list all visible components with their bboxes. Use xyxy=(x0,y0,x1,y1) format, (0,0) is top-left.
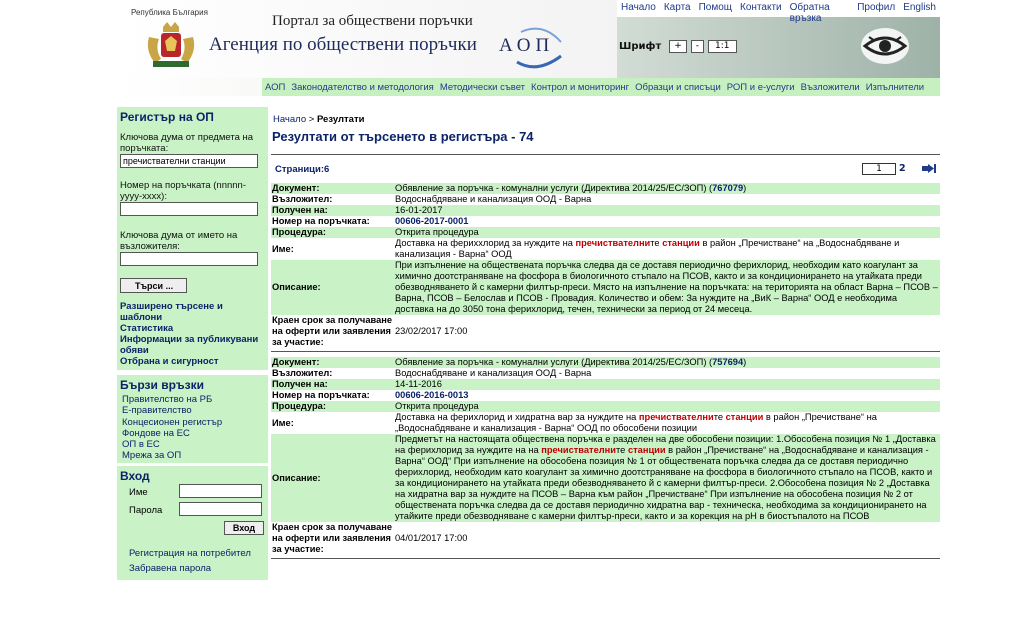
name-label: Име: xyxy=(272,243,294,254)
name-highlight: пречиствателни xyxy=(638,412,714,422)
description-label: Описание: xyxy=(272,472,321,483)
record-row xyxy=(271,194,940,205)
record-row xyxy=(271,260,940,315)
order-number-link[interactable]: 00606-2016-0013 xyxy=(395,390,469,400)
assignor-label: Възложител: xyxy=(272,194,333,204)
description-highlight: станции xyxy=(627,445,666,455)
record-row xyxy=(271,390,940,401)
nav-contractors[interactable]: Изпълнители xyxy=(865,81,925,93)
top-link-contacts[interactable]: Контакти xyxy=(740,2,782,13)
assignor-value: Водоснабдяване и канализация ООД - Варна xyxy=(395,194,592,204)
kw-assignor-input[interactable] xyxy=(120,252,258,266)
login-title: Вход xyxy=(120,469,150,483)
top-link-map[interactable]: Карта xyxy=(663,2,691,13)
agency-title: Агенция по обществени поръчки xyxy=(209,34,477,55)
kw-subject-label: Ключова дума от предмета на поръчката: xyxy=(120,132,254,154)
description-label: Описание: xyxy=(272,282,321,292)
record-row xyxy=(271,379,940,390)
top-link-profile[interactable]: Профил xyxy=(857,2,896,13)
quick-link-network[interactable]: Мрежа за ОП xyxy=(122,450,182,462)
description-text: те xyxy=(616,445,628,455)
name-value xyxy=(395,412,940,434)
record-row xyxy=(271,412,940,434)
search-button[interactable]: Търси ... xyxy=(120,278,187,293)
description-value xyxy=(395,434,940,522)
top-link-home[interactable]: Начало xyxy=(621,2,656,13)
nav-control[interactable]: Контрол и мониторинг xyxy=(531,81,630,93)
main-content xyxy=(271,107,940,559)
name-label: Име: xyxy=(272,417,294,428)
order-number-label: Номер на поръчката (nnnnn-yyyy-xxxx): xyxy=(120,180,247,202)
font-decrease-button[interactable]: - xyxy=(691,40,704,53)
number-label: Номер на поръчката: xyxy=(272,216,370,226)
pagination xyxy=(271,155,940,183)
procedure-label: Процедура: xyxy=(272,227,326,237)
document-type: Обявление за поръчка - комунални услуги (Директива 2014/25/ЕС/ЗОП) ( xyxy=(395,357,713,367)
record-row xyxy=(271,216,940,227)
procedure-label: Процедура: xyxy=(272,401,326,411)
top-link-english[interactable]: English xyxy=(903,2,936,13)
deadline-value: 23/02/2017 17:00 xyxy=(395,326,468,336)
statistics-link[interactable]: Статистика xyxy=(120,323,174,334)
name-highlight: станции xyxy=(662,238,700,248)
record-row xyxy=(271,401,940,412)
coat-of-arms-icon xyxy=(141,19,201,73)
record-row xyxy=(271,227,940,238)
name-highlight: станции xyxy=(725,412,764,422)
received-value: 14-11-2016 xyxy=(395,379,442,389)
register-title: Регистър на ОП xyxy=(120,110,214,124)
deadline-value: 04/01/2017 17:00 xyxy=(395,533,468,543)
top-link-feedback[interactable]: Обратна връзка xyxy=(789,2,830,24)
record-row xyxy=(271,315,940,348)
record-row xyxy=(271,238,940,260)
login-panel xyxy=(117,466,268,580)
procedure-value: Открита процедура xyxy=(395,227,479,237)
aop-abbreviation: АОП xyxy=(499,35,555,56)
document-value xyxy=(395,357,940,368)
name-highlight: пречиствателни xyxy=(575,238,651,248)
quick-link-egov[interactable]: Е-правителство xyxy=(122,405,192,417)
quick-links-title: Бързи връзки xyxy=(120,378,205,392)
login-name-label: Име xyxy=(129,487,148,498)
register-user-link[interactable]: Регистрация на потребител xyxy=(129,548,251,559)
order-number-input[interactable] xyxy=(120,202,258,216)
breadcrumb-current: Резултати xyxy=(316,114,365,125)
published-info-link[interactable]: Информации за публикувани обяви xyxy=(120,334,259,356)
login-password-label: Парола xyxy=(129,505,163,516)
number-label: Номер на поръчката: xyxy=(272,390,370,400)
deadline-label: Краен срок за получаване на оферти или заявления за участие: xyxy=(272,315,393,347)
accessibility-eye-icon[interactable] xyxy=(855,25,915,67)
deadline-label: Краен срок за получаване на оферти или заявления за участие: xyxy=(272,522,393,554)
description-text: в район „Пречистване“ на „Водоснабдяване и канализация - Варна“ ООД“ При изпълнение на обособена позиция № 1 от обществената поръчка следва да се доставя периодично ферихлорид, необходим като коагулант за химично доотстраняване на фосфора в биологичното стъпало на ПСОВ, както и за кондиционирането на утайката преди обезводняването й с камерни филтър-преси. 2.Обособена позиция № 2 „Доставка на хидратна вар за нуждите на ПСОВ – Варна към район „Пречистване“ При изпълнение на обособена позиция № 2 от обществената поръчка следва да се доставя периодично хидратна вар - техническа, необходима за кондиционирането на утайките преди обезводняване с камерни филтър-преси, както и за корекция на pH в биостъпалото на ПСОВ xyxy=(395,445,933,521)
description-highlight: пречиствателни xyxy=(541,445,617,455)
assignor-label: Възложител: xyxy=(272,368,333,378)
document-close: ) xyxy=(743,183,747,193)
name-text: в район „Пречистване“ на „Водоснабдяване и канализация - Варна“ ООД xyxy=(395,238,900,259)
site-header xyxy=(117,0,940,96)
record-row xyxy=(271,205,940,216)
document-label: Документ: xyxy=(272,183,320,193)
nav-legislation[interactable]: Законодателство и методология xyxy=(291,81,434,93)
name-text: Доставка на ферихлорид и хидратна вар за нуждите на xyxy=(395,412,639,422)
description-value: При изпълнение на обществената поръчка следва да се доставя периодично ферихлорид, необходим като коагулант за химично доотстраняване на фосфора в биологичното стъпало на ПСОВ, както и за кондиционирането на утайката преди обезводняването й с камерни филтър-преси. Място на изпълнение на поръчката: на територията на област Варна – ПСОВ – Варна, ПСОВ – Белослав и ПСОВ - Провадия. Количество и обем: За нуждите на „ВиК – Варна“ ООД е необходима доставка на до 3050 тона ферихлорид, течен, технически за период от 24 месеца. xyxy=(395,260,938,314)
document-value xyxy=(395,183,940,194)
document-label: Документ: xyxy=(272,357,320,367)
breadcrumb-separator: > xyxy=(308,114,315,125)
quick-link-government[interactable]: Правителство на РБ xyxy=(122,394,213,405)
page-number-input[interactable]: 1 xyxy=(862,163,896,175)
font-increase-button[interactable]: + xyxy=(669,40,687,53)
procedure-value: Открита процедура xyxy=(395,401,479,411)
portal-title: Портал за обществени поръчки xyxy=(272,13,473,29)
order-number-link[interactable]: 00606-2017-0001 xyxy=(395,216,469,226)
result-record xyxy=(271,357,940,555)
divider xyxy=(271,351,940,352)
received-value: 16-01-2017 xyxy=(395,205,443,215)
record-row xyxy=(271,368,940,379)
description-text: Предметът на настоящата обществена поръчка е разделен на две обособени позиции: 1.Обособена позиция № 1 „Доставка на ферихлорид за нуждите на на xyxy=(395,434,936,455)
advanced-search-link[interactable]: Разширено търсене и шаблони xyxy=(120,301,223,323)
forgot-password-link[interactable]: Забравена парола xyxy=(129,563,212,574)
quick-link-concessions[interactable]: Концесионен регистър xyxy=(122,416,223,428)
nav-aop[interactable]: АОП xyxy=(265,81,286,93)
document-close: ) xyxy=(743,357,747,367)
defense-security-link[interactable]: Отбрана и сигурност xyxy=(120,356,219,367)
page-link-2[interactable]: 2 xyxy=(899,163,906,174)
assignor-value: Водоснабдяване и канализация ООД - Варна xyxy=(395,368,592,378)
kw-assignor-label: Ключова дума от името на възложителя: xyxy=(120,230,238,252)
document-id-link[interactable]: 757694 xyxy=(712,357,744,367)
nav-templates[interactable]: Образци и списъци xyxy=(635,81,721,93)
received-label: Получен на: xyxy=(272,205,328,215)
document-type: Обявление за поръчка - комунални услуги (Директива 2014/25/ЕС/ЗОП) ( xyxy=(395,183,713,193)
result-record xyxy=(271,183,940,348)
login-password-input[interactable] xyxy=(179,502,262,516)
page-title: Резултати от търсенето в регистъра - 74 xyxy=(272,129,534,144)
name-text: те xyxy=(650,238,663,248)
nav-methodical-council[interactable]: Методически съвет xyxy=(439,81,526,93)
received-label: Получен на: xyxy=(272,379,328,389)
kw-subject-input[interactable] xyxy=(120,154,258,168)
nav-assignors[interactable]: Възложители xyxy=(800,81,860,93)
name-text: те xyxy=(713,412,726,422)
register-panel xyxy=(117,107,268,370)
breadcrumb-home[interactable]: Начало xyxy=(273,114,307,125)
record-row xyxy=(271,357,940,368)
nav-rop[interactable]: РОП и е-услуги xyxy=(726,81,795,93)
record-row xyxy=(271,522,940,555)
document-id-link[interactable]: 767079 xyxy=(712,183,744,193)
login-name-input[interactable] xyxy=(179,484,262,498)
record-row xyxy=(271,183,940,194)
main-nav xyxy=(262,78,940,96)
quick-link-eu-funds[interactable]: Фондове на ЕС xyxy=(122,427,190,439)
font-size-control xyxy=(619,40,737,53)
font-label: Шрифт xyxy=(619,41,662,52)
quick-link-op-eu[interactable]: ОП в ЕС xyxy=(122,439,160,451)
breadcrumb xyxy=(273,114,940,125)
pages-count: Страници:6 xyxy=(275,164,330,175)
quick-links-panel xyxy=(117,375,268,463)
name-value xyxy=(395,238,940,260)
name-text: Доставка на фериххлорид за нуждите на xyxy=(395,238,576,248)
font-reset-button[interactable]: 1:1 xyxy=(708,40,736,53)
record-row xyxy=(271,434,940,522)
logo-area xyxy=(117,0,617,78)
top-link-help[interactable]: Помощ xyxy=(698,2,733,13)
divider xyxy=(271,558,940,559)
login-button[interactable]: Вход xyxy=(224,521,264,535)
republic-label: Република България xyxy=(131,8,208,17)
last-page-icon[interactable] xyxy=(922,164,936,173)
top-nav xyxy=(617,0,940,24)
name-text: в район „Пречистване“ на „Водоснабдяване и канализация - Варна“ ООД по обособени позиции xyxy=(395,412,877,433)
